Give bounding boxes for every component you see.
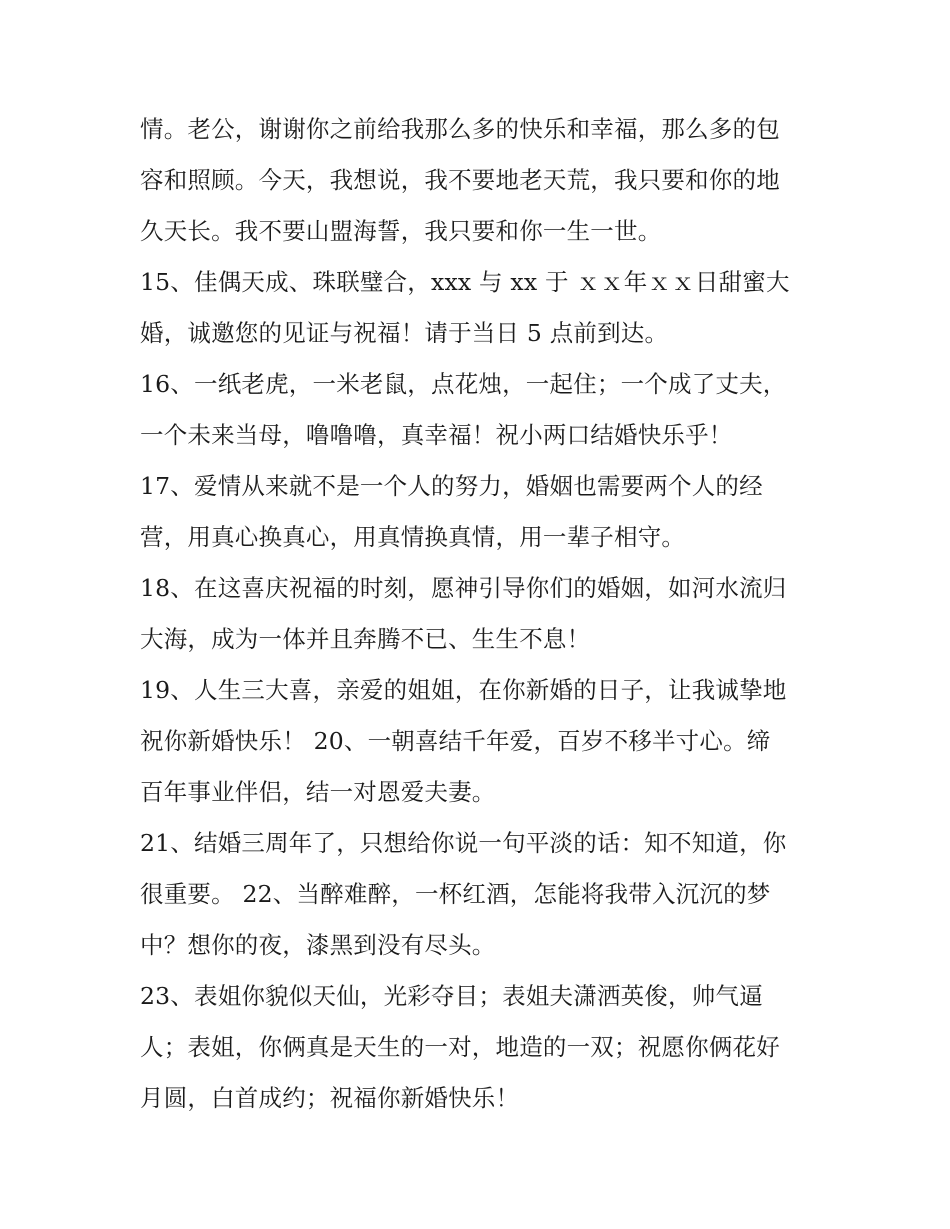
text-line: 15、佳偶天成、珠联璧合，xxx 与 xx 于 ｘｘ年ｘｘ日甜蜜大 xyxy=(140,268,790,296)
text-line: 百年事业伴侣，结一对恩爱夫妻。 xyxy=(140,778,496,806)
text-line: 17、爱情从来就不是一个人的努力，婚姻也需要两个人的经 xyxy=(140,472,763,500)
text-line: 23、表姐你貌似天仙，光彩夺目；表姐夫潇洒英俊，帅气逼 xyxy=(140,982,763,1010)
document-body xyxy=(140,104,820,1124)
text-line: 中？想你的夜，漆黑到没有尽头。 xyxy=(140,931,496,959)
text-line: 月圆，白首成约；祝福你新婚快乐！ xyxy=(140,1084,520,1112)
text-line: 21、结婚三周年了，只想给你说一句平淡的话：知不知道，你 xyxy=(140,829,787,857)
text-line: 久天长。我不要山盟海誓，我只要和你一生一世。 xyxy=(140,217,662,245)
text-line: 16、一纸老虎，一米老鼠，点花烛，一起住；一个成了丈夫， xyxy=(140,370,787,398)
text-line: 18、在这喜庆祝福的时刻，愿神引导你们的婚姻，如河水流归 xyxy=(140,574,787,602)
text-line: 营，用真心换真心，用真情换真情，用一辈子相守。 xyxy=(140,523,686,551)
text-line: 很重要。 22、当醉难醉，一杯红酒，怎能将我带入沉沉的梦 xyxy=(140,880,771,908)
text-line: 人；表姐，你俩真是天生的一对，地造的一双；祝愿你俩花好 xyxy=(140,1033,780,1061)
text-line: 19、人生三大喜，亲爱的姐姐，在你新婚的日子，让我诚挚地 xyxy=(140,676,787,704)
text-line: 容和照顾。今天，我想说，我不要地老天荒，我只要和你的地 xyxy=(140,166,780,194)
text-line: 情。老公，谢谢你之前给我那么多的快乐和幸福，那么多的包 xyxy=(140,115,780,143)
text-line: 祝你新婚快乐！ 20、一朝喜结千年爱，百岁不移半寸心。缔 xyxy=(140,727,771,755)
text-line: 一个未来当母，噜噜噜，真幸福！祝小两口结婚快乐乎！ xyxy=(140,421,733,449)
text-line: 大海，成为一体并且奔腾不已、生生不息！ xyxy=(140,625,591,653)
text-line: 婚，诚邀您的见证与祝福！请于当日 5 点前到达。 xyxy=(140,319,669,347)
